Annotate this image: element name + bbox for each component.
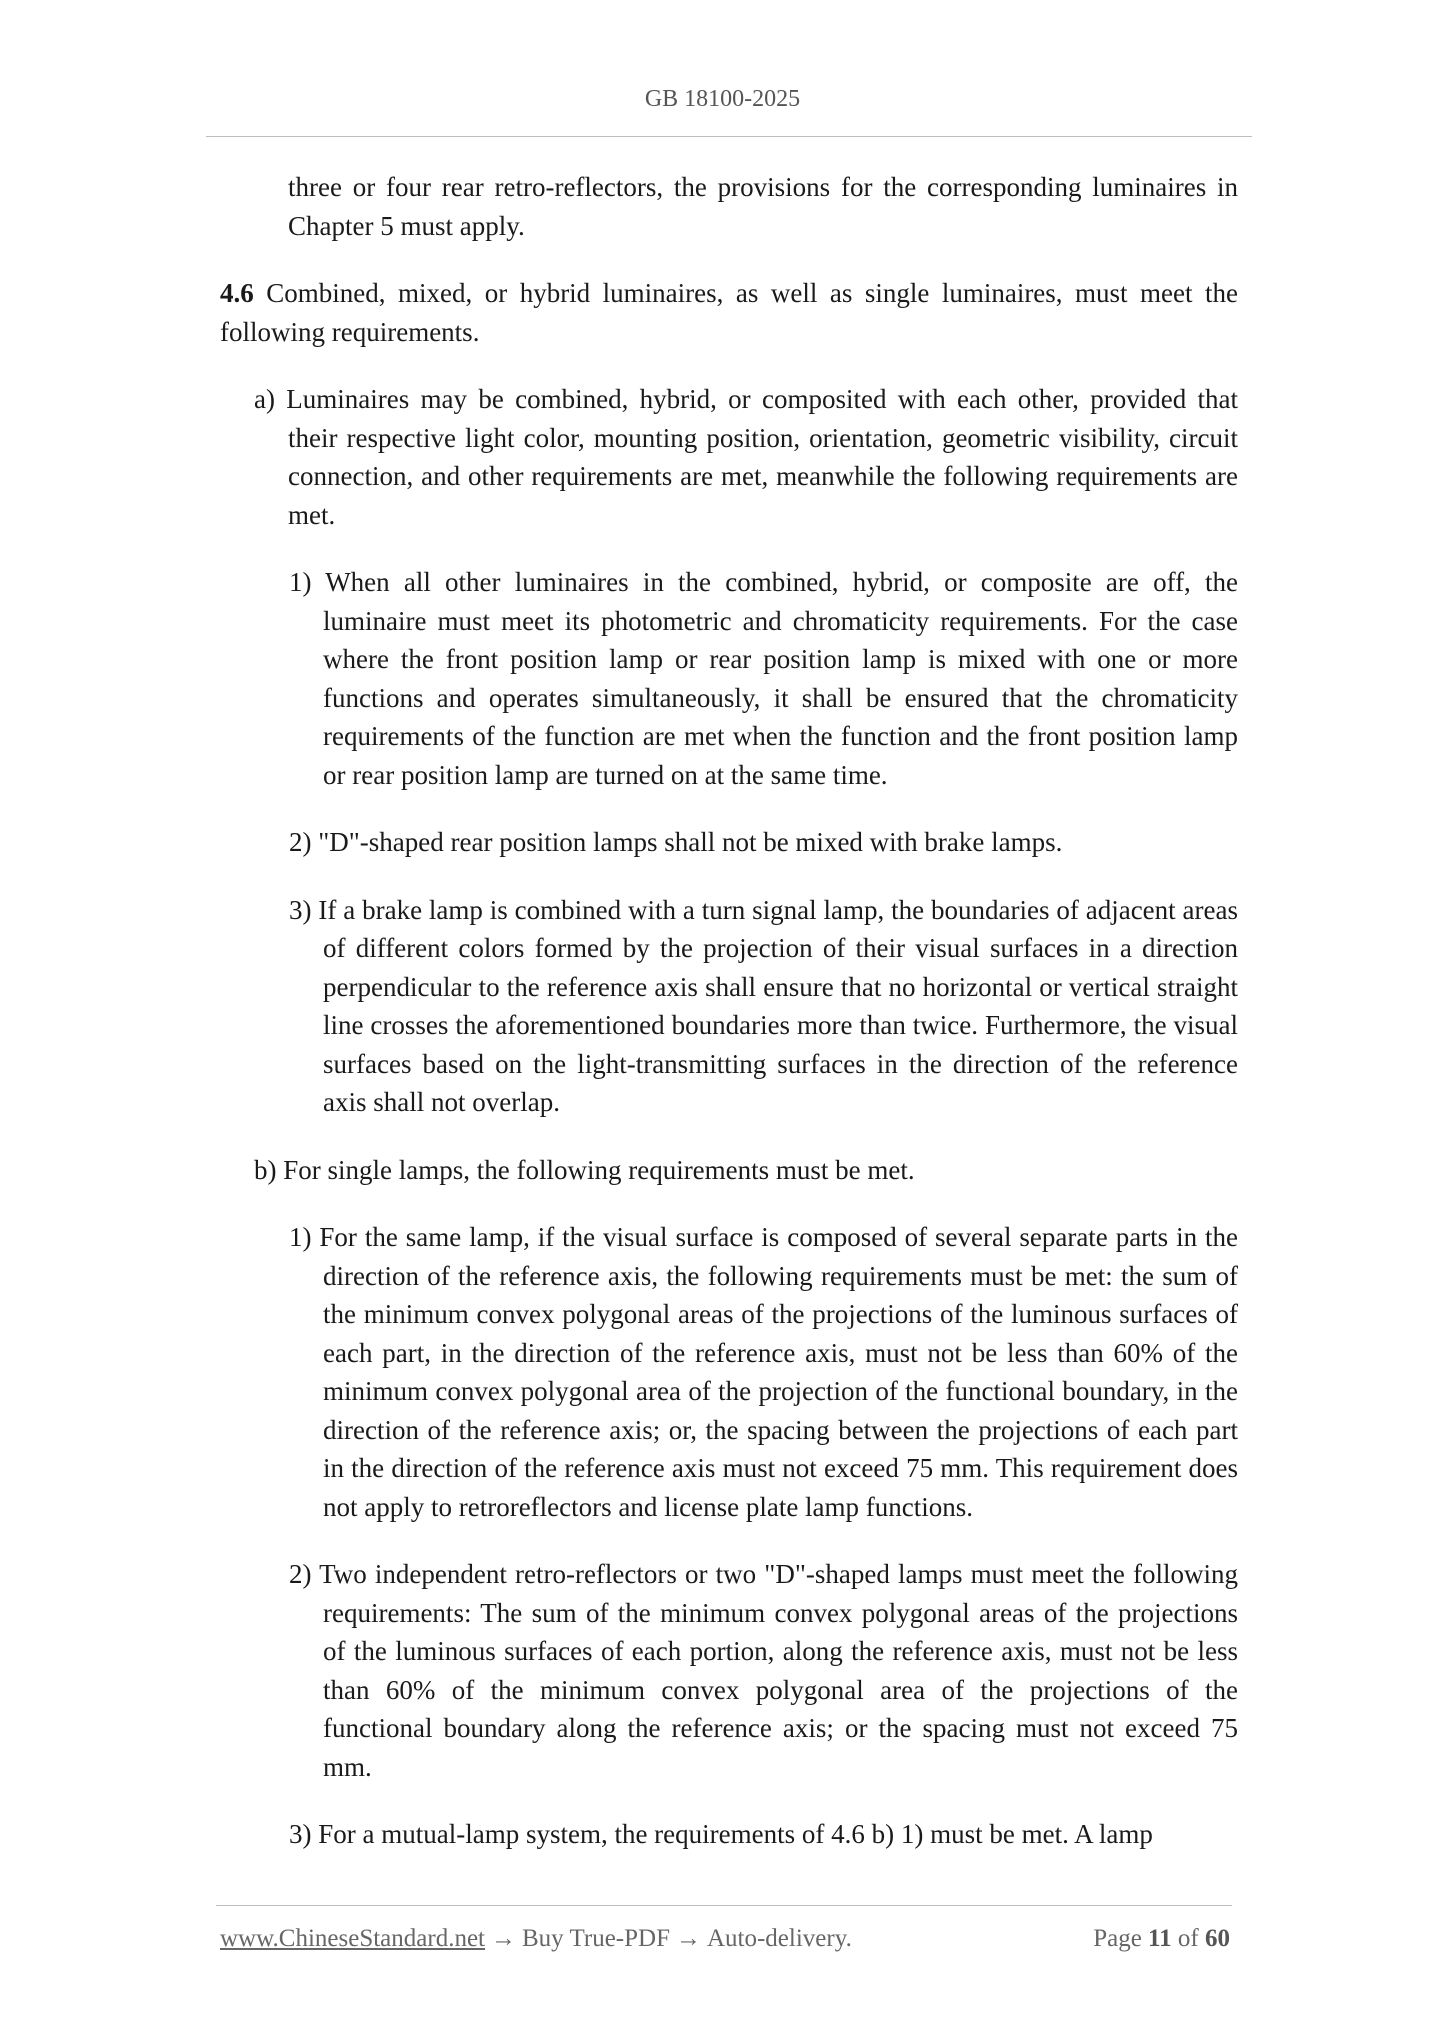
intro-paragraph: three or four rear retro-reflectors, the provisions for the corresponding luminaires in Chapter 5 must apply. — [288, 172, 1238, 241]
item-a-2: 2) "D"-shaped rear position lamps shall not be mixed with brake lamps. — [289, 827, 1063, 857]
of-label: of — [1177, 1925, 1199, 1952]
item-b-3: 3) For a mutual-lamp system, the requirements of 4.6 b) 1) must be met. A lamp — [289, 1819, 1153, 1849]
arrow-right-icon: → — [675, 1925, 701, 1952]
page-label: Page — [1093, 1925, 1142, 1952]
item-a-1: 1) When all other luminaires in the combined, hybrid, or composite are off, the luminaire must meet its photometric and chromaticity requirements. For the case where the front position lamp or rear position lamp is mixed with one or more functions and operates simultaneously, it shall be ensured that the chromaticity requirements of the function are met when the function and the front position lamp or rear position lamp are turned on at the same time. — [289, 567, 1238, 790]
page-header-title: GB 18100-2025 — [644, 86, 801, 112]
footer-links — [220, 1925, 852, 1953]
item-a: a) Luminaires may be combined, hybrid, or composited with each other, provided that their respective light color, mounting position, orientation, geometric visibility, circuit connection, and other requirements are met, meanwhile the following requirements are met. — [254, 384, 1238, 530]
item-b-2: 2) Two independent retro-reflectors or two "D"-shaped lamps must meet the following requirements: The sum of the minimum convex polygonal areas of the projections of the luminous surfaces of each portion, along the reference axis, must not be less than 60% of the minimum convex polygonal area of the projections of the functional boundary along the reference axis; or the spacing must not exceed 75 mm. — [289, 1559, 1238, 1782]
auto-delivery-text: Auto-delivery. — [706, 1925, 852, 1952]
buy-true-pdf-text: Buy True-PDF — [522, 1925, 670, 1952]
item-b-1: 1) For the same lamp, if the visual surface is composed of several separate parts in the direction of the reference axis, the following requirements must be met: the sum of the minimum convex polygonal areas of the projections of the luminous surfaces of each part, in the direction of the reference axis, must not be less than 60% of the minimum convex polygonal area of the projection of the functional boundary, in the direction of the reference axis; or, the spacing between the projections of each part in the direction of the reference axis must not exceed 75 mm. This requirement does not apply to retroreflectors and license plate lamp functions. — [289, 1222, 1238, 1522]
footer-divider — [216, 1905, 1232, 1906]
section-text: Combined, mixed, or hybrid luminaires, as well as single luminaires, must meet the following requirements. — [220, 278, 1238, 347]
page-indicator — [1093, 1925, 1230, 1953]
item-a-3: 3) If a brake lamp is combined with a turn signal lamp, the boundaries of adjacent areas of different colors formed by the projection of their visual surfaces in a direction perpendicular to the reference axis shall ensure that no horizontal or vertical straight line crosses the aforementioned boundaries more than twice. Furthermore, the visual surfaces based on the light-transmitting surfaces in the direction of the reference axis shall not overlap. — [289, 894, 1238, 1117]
page-total: 60 — [1205, 1925, 1230, 1952]
document-body — [220, 168, 1238, 1883]
section-4-6-paragraph — [220, 274, 1238, 351]
section-number: 4.6 — [220, 278, 254, 308]
page-number: 11 — [1148, 1925, 1172, 1952]
arrow-right-icon: → — [491, 1925, 516, 1952]
header-divider — [206, 136, 1252, 137]
item-b: b) For single lamps, the following requirements must be met. — [254, 1154, 915, 1185]
chinesestandard-link[interactable]: www.ChineseStandard.net — [220, 1925, 485, 1952]
